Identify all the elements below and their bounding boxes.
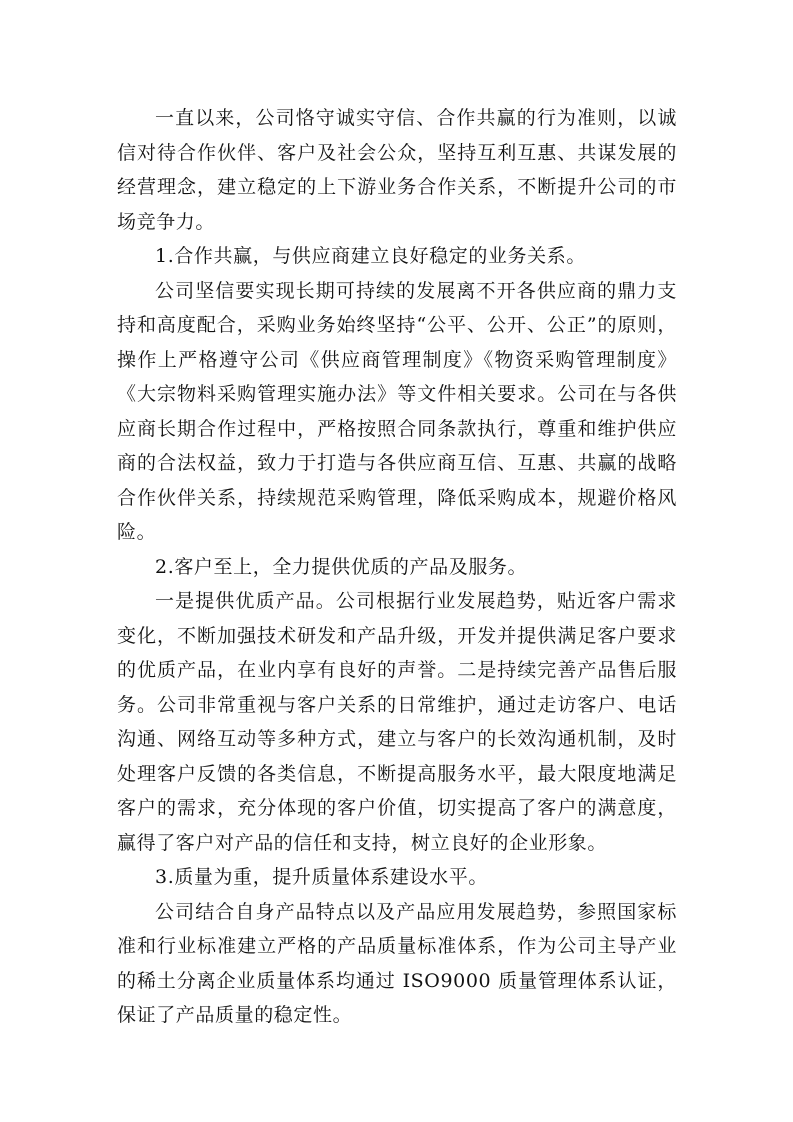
document-page (117, 101, 677, 1033)
section-heading-1: 1.合作共赢，与供应商建立良好稳定的业务关系。 (155, 245, 586, 267)
paragraph-intro: 一直以来，公司恪守诚实守信、合作共赢的行为准则，以诚信对待合作伙伴、客户及社会公众，坚持互利互惠、共谋发展的经营理念，建立稳定的上下游业务合作关系，不断提升公司的市场竞争力。 (117, 107, 677, 233)
paragraph-suppliers: 公司坚信要实现长期可持续的发展离不开各供应商的鼎力支持和高度配合，采购业务始终坚持“公平、公开、公正”的原则，操作上严格遵守公司《供应商管理制度》《物资采购管理制度》《大宗物料采购管理实施办法》等文件相关要求。公司在与各供应商长期合作过程中，严格按照合同条款执行，尊重和维护供应商的合法权益，致力于打造与各供应商互信、互惠、共赢的战略合作伙伴关系，持续规范采购管理，降低采购成本，规避价格风险。 (117, 279, 677, 543)
paragraph-quality: 公司结合自身产品特点以及产品应用发展趋势，参照国家标准和行业标准建立严格的产品质量标准体系，作为公司主导产业的稀土分离企业质量体系均通过 ISO9000 质量管理体系认证，保证了产品质量的稳定性。 (117, 900, 677, 1026)
section-heading-2: 2.客户至上，全力提供优质的产品及服务。 (155, 555, 528, 578)
section-heading-3: 3.质量为重，提升质量体系建设水平。 (155, 866, 488, 888)
paragraph-customers: 一是提供优质产品。公司根据行业发展趋势，贴近客户需求变化，不断加强技术研发和产品升级，开发并提供满足客户要求的优质产品，在业内享有良好的声誉。二是持续完善产品售后服务。公司非常重视与客户关系的日常维护，通过走访客户、电话沟通、网络互动等多种方式，建立与客户的长效沟通机制，及时处理客户反馈的各类信息，不断提高服务水平，最大限度地满足客户的需求，充分体现的客户价值，切实提高了客户的满意度，赢得了客户对产品的信任和支持，树立良好的企业形象。 (117, 590, 677, 854)
